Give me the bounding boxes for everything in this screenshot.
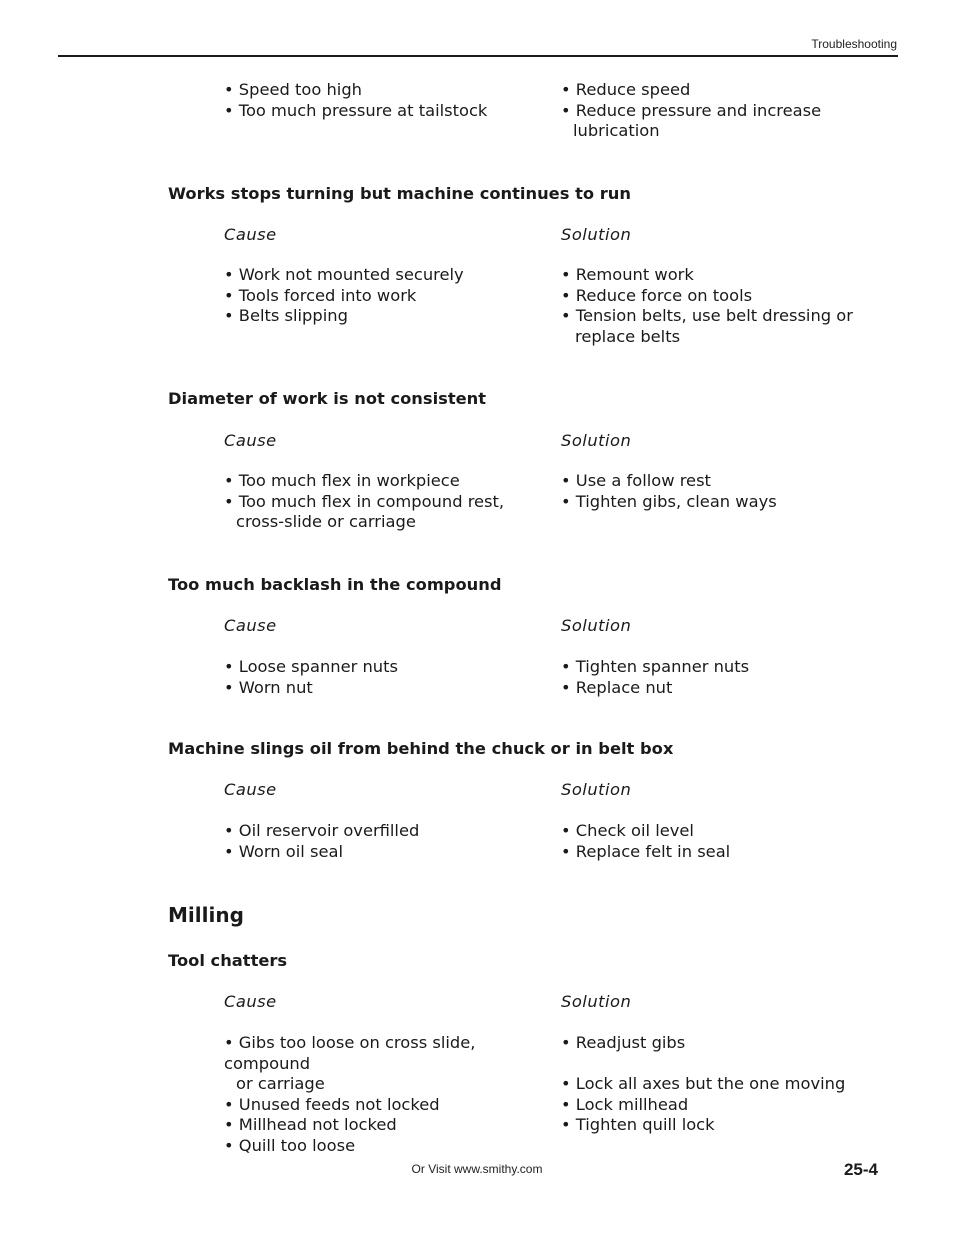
list-item: or carriage bbox=[236, 1074, 325, 1094]
problem-heading: Works stops turning but machine continues to run bbox=[168, 184, 631, 203]
list-item: • Too much flex in compound rest, bbox=[224, 491, 505, 511]
list-item: • Tighten gibs, clean ways bbox=[561, 491, 777, 511]
list-item-spacer bbox=[561, 1054, 861, 1075]
list-item: • Gibs too loose on cross slide, compound bbox=[224, 1033, 476, 1073]
problem-heading: Machine slings oil from behind the chuck or in belt box bbox=[168, 739, 674, 758]
list-item: • Worn oil seal bbox=[224, 841, 343, 861]
solution-column-header: Solution bbox=[561, 616, 632, 635]
list-item: • Loose spanner nuts bbox=[224, 657, 398, 676]
problem-heading: Diameter of work is not consistent bbox=[168, 389, 487, 408]
list-item: • Replace felt in seal bbox=[561, 841, 731, 861]
list-item: • Belts slipping bbox=[224, 306, 348, 326]
cause-list bbox=[224, 821, 559, 862]
solution-column-header: Solution bbox=[561, 992, 632, 1011]
list-item: • Replace nut bbox=[561, 677, 673, 697]
footer-website: Or Visit www.smithy.com bbox=[411, 1162, 543, 1176]
list-item: • Reduce force on tools bbox=[561, 285, 753, 305]
solution-list bbox=[561, 821, 861, 862]
cause-column-header: Cause bbox=[224, 992, 277, 1011]
list-item: • Use a follow rest bbox=[561, 471, 711, 490]
solution-column-header: Solution bbox=[561, 431, 632, 450]
list-item: • Oil reservoir overfilled bbox=[224, 821, 420, 840]
list-item: replace belts bbox=[575, 326, 681, 346]
cause-column-header: Cause bbox=[224, 616, 277, 635]
cause-column-header: Cause bbox=[224, 225, 277, 244]
list-item: lubrication bbox=[573, 121, 660, 141]
list-item: • Check oil level bbox=[561, 821, 694, 840]
problem-heading: Tool chatters bbox=[168, 951, 288, 970]
page-number: 25-4 bbox=[843, 1160, 878, 1179]
list-item: • Speed too high bbox=[224, 80, 362, 99]
list-item: • Lock millhead bbox=[561, 1094, 689, 1114]
list-item: • Reduce speed bbox=[561, 80, 691, 99]
list-item: • Tension belts, use belt dressing or bbox=[561, 306, 853, 326]
list-item: • Tighten quill lock bbox=[561, 1115, 715, 1135]
cause-column-header: Cause bbox=[224, 431, 277, 450]
intro-cause-list bbox=[224, 80, 559, 121]
cause-list bbox=[224, 1033, 559, 1157]
list-item: • Tighten spanner nuts bbox=[561, 657, 750, 676]
list-item: • Lock all axes but the one moving bbox=[561, 1074, 846, 1094]
section-title: Milling bbox=[168, 903, 244, 927]
header-divider bbox=[58, 55, 898, 57]
solution-list bbox=[561, 1033, 861, 1136]
list-item: • Too much flex in workpiece bbox=[224, 471, 460, 490]
list-item: • Work not mounted securely bbox=[224, 265, 464, 284]
list-item: • Unused feeds not locked bbox=[224, 1094, 440, 1114]
cause-list bbox=[224, 471, 559, 533]
cause-list bbox=[224, 657, 559, 698]
list-item: • Too much pressure at tailstock bbox=[224, 100, 488, 120]
list-item: • Remount work bbox=[561, 265, 694, 284]
list-item: • Tools forced into work bbox=[224, 285, 417, 305]
header-section-label: Troubleshooting bbox=[811, 37, 897, 51]
list-item: cross-slide or carriage bbox=[236, 512, 416, 532]
intro-solution-list bbox=[561, 80, 861, 142]
list-item: • Millhead not locked bbox=[224, 1115, 397, 1135]
cause-list bbox=[224, 265, 559, 327]
list-item: • Reduce pressure and increase bbox=[561, 100, 822, 120]
solution-list bbox=[561, 471, 861, 512]
solution-column-header: Solution bbox=[561, 780, 632, 799]
cause-column-header: Cause bbox=[224, 780, 277, 799]
solution-list bbox=[561, 265, 861, 347]
list-item: • Readjust gibs bbox=[561, 1033, 686, 1052]
solution-list bbox=[561, 657, 861, 698]
solution-column-header: Solution bbox=[561, 225, 632, 244]
problem-heading: Too much backlash in the compound bbox=[168, 575, 502, 594]
list-item: • Worn nut bbox=[224, 677, 313, 697]
list-item: • Quill too loose bbox=[224, 1135, 356, 1155]
